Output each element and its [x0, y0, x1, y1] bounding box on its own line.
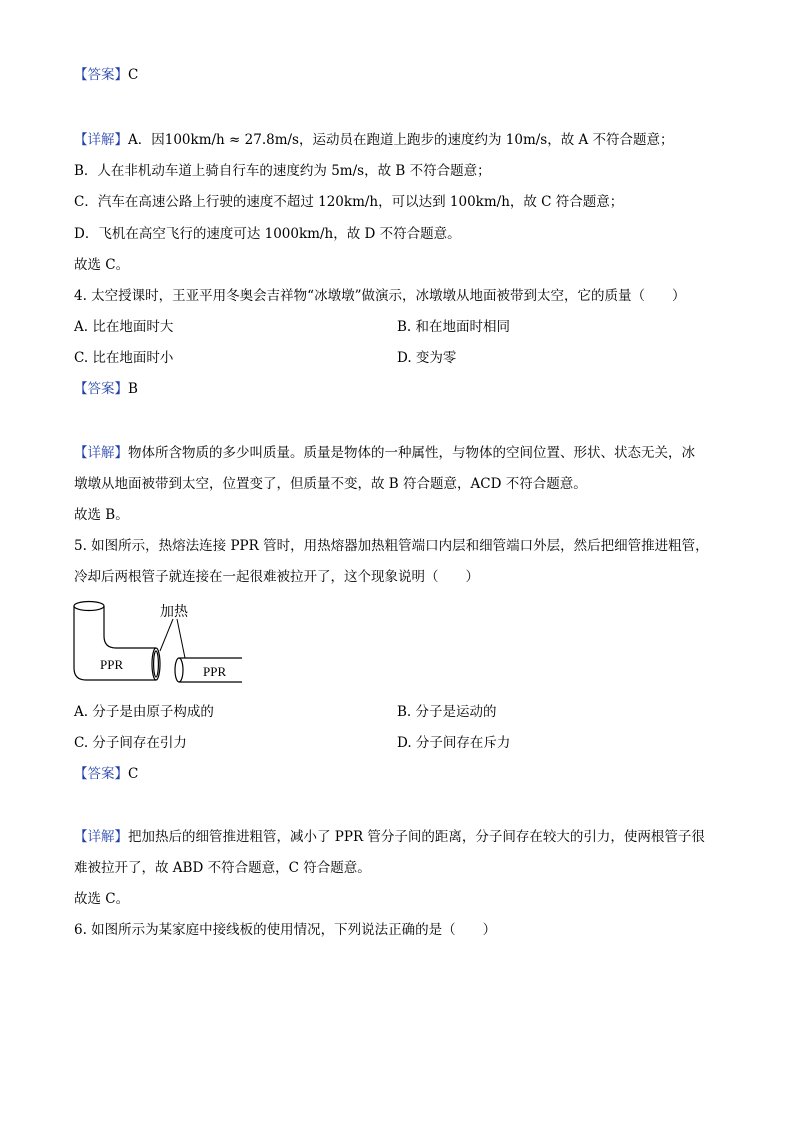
ppr-pipe-figure — [68, 598, 248, 690]
q5-detail-line-2: 难被拉开了，故 ABD 不符合题意，C 符合题意。 — [74, 860, 371, 876]
answer-q5 — [74, 765, 138, 783]
detail-text: 把加热后的细管推进粗管，减小了 PPR 管分子间的距离，分子间存在较大的引力，使两根管子很 — [128, 829, 705, 845]
q4-option-d: D. 变为零 — [397, 350, 457, 366]
q5-option-a: A. 分子是由原子构成的 — [74, 704, 214, 720]
q3-detail-line-2: B．人在非机动车道上骑自行车的速度约为 5m/s，故 B 不符合题意； — [74, 163, 491, 179]
q5-choose: 故选 C。 — [74, 891, 130, 907]
answer-tag: 【答案】 — [74, 766, 128, 782]
q3-detail-line-1 — [74, 131, 674, 149]
q5-option-b: B. 分子是运动的 — [397, 704, 497, 720]
ppr-label-thick: PPR — [100, 657, 124, 672]
q4-detail-line-1 — [74, 444, 695, 462]
detail-tag: 【详解】 — [74, 132, 128, 148]
answer-q3 — [74, 66, 138, 84]
q3-detail-line-4: D．飞机在高空飞行的速度可达 1000km/h，故 D 不符合题意。 — [74, 226, 461, 242]
q5-detail-line-1 — [74, 828, 705, 846]
q4-option-a: A. 比在地面时大 — [74, 319, 174, 335]
q3-choose: 故选 C。 — [74, 257, 130, 273]
answer-value: C — [128, 766, 139, 782]
q4-detail-line-2: 墩墩从地面被带到太空，位置变了，但质量不变，故 B 符合题意，ACD 不符合题意。 — [74, 476, 587, 492]
q4-stem: 4. 太空授课时，王亚平用冬奥会吉祥物“冰墩墩”做演示，冰墩墩从地面被带到太空，它的质量（ ） — [74, 288, 686, 304]
detail-text: A．因100km/h ≈ 27.8m/s，运动员在跑道上跑步的速度约为 10m/s，故 A 不符合题意； — [128, 132, 674, 148]
answer-tag: 【答案】 — [74, 67, 128, 83]
detail-tag: 【详解】 — [74, 445, 128, 461]
detail-text: 物体所含物质的多少叫质量。质量是物体的一种属性，与物体的空间位置、形状、状态无关，冰 — [128, 445, 695, 461]
answer-value: C — [128, 67, 139, 83]
answer-tag: 【答案】 — [74, 381, 128, 397]
q5-option-d: D. 分子间存在斥力 — [397, 735, 511, 751]
q5-stem-line-1: 5. 如图所示，热熔法连接 PPR 管时，用热熔器加热粗管端口内层和细管端口外层，然后把细管推进粗管， — [74, 538, 709, 554]
detail-tag: 【详解】 — [74, 829, 128, 845]
heat-label: 加热 — [160, 605, 188, 620]
answer-q4 — [74, 380, 138, 398]
q4-choose: 故选 B。 — [74, 507, 129, 523]
q5-option-c: C. 分子间存在引力 — [74, 735, 187, 751]
heat-pointer-lines — [160, 619, 185, 658]
q3-detail-line-3: C．汽车在高速公路上行驶的速度不超过 120km/h，可以达到 100km/h，故 C 符合题意； — [74, 194, 624, 210]
q5-stem-line-2: 冷却后两根管子就连接在一起很难被拉开了，这个现象说明（ ） — [74, 569, 479, 585]
answer-value: B — [128, 381, 138, 397]
ppr-label-thin: PPR — [203, 664, 227, 679]
q4-option-b: B. 和在地面时相同 — [397, 319, 511, 335]
q6-stem: 6. 如图所示为某家庭中接线板的使用情况，下列说法正确的是（ ） — [74, 922, 497, 938]
q4-option-c: C. 比在地面时小 — [74, 350, 174, 366]
